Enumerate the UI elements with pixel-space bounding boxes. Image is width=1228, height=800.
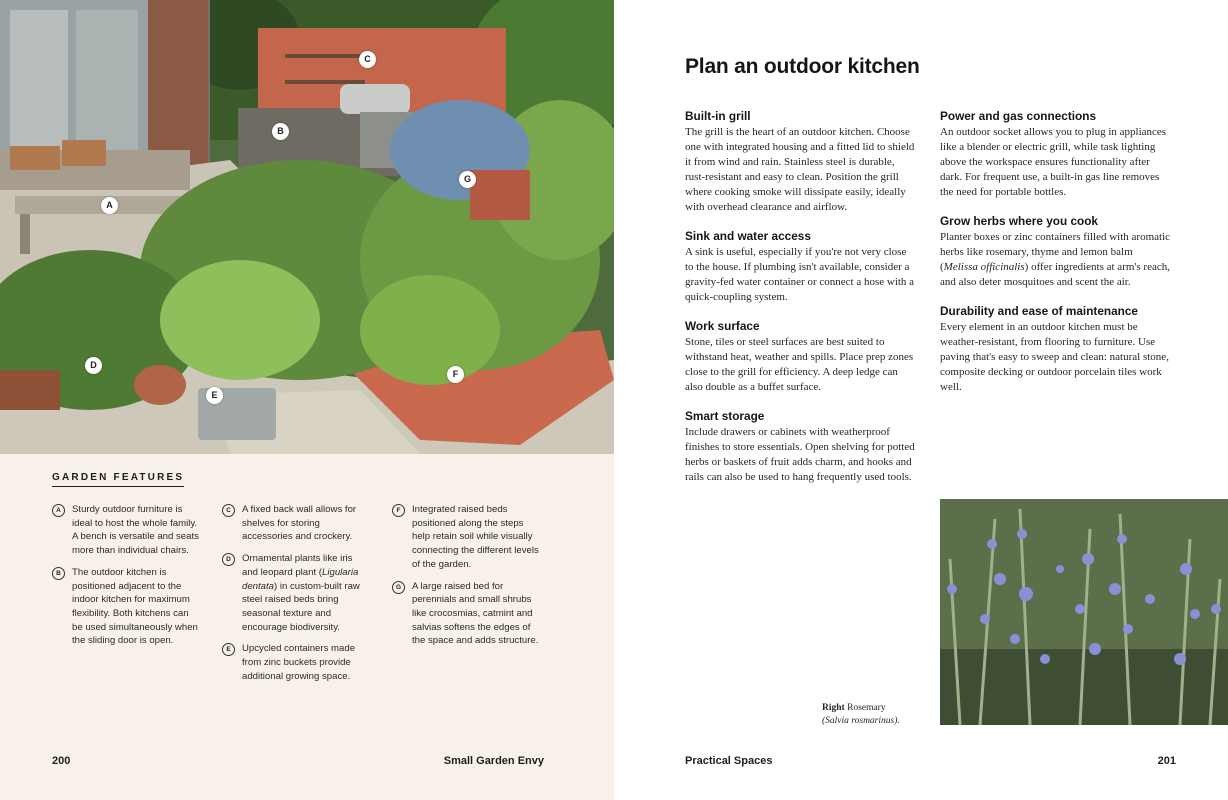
features-column-1 xyxy=(52,503,200,656)
section-heading: Durability and ease of maintenance xyxy=(940,304,1138,318)
photo-marker-f: F xyxy=(447,366,464,383)
feature-letter-badge: E xyxy=(222,643,235,656)
section-title-folio: Practical Spaces xyxy=(685,755,773,767)
feature-text: A fixed back wall allows for shelves for storing accessories and crockery. xyxy=(242,504,357,543)
feature-letter-badge: A xyxy=(52,504,65,517)
section-smart-storage xyxy=(685,408,917,485)
feature-c xyxy=(222,503,370,544)
feature-text: Ornamental plants like iris and leopard plant (Ligularia dentata) in custom-built raw steel raised beds bring seasonal texture and encourage biodiversity. xyxy=(242,553,360,633)
section-body: Include drawers or cabinets with weatherproof finishes to store essentials. Open shelving for potted herbs or baskets of fruit adds charm, and hooks and rails can also be used to hang frequently used tools. xyxy=(685,426,915,483)
features-column-2 xyxy=(222,503,370,691)
photo-marker-e: E xyxy=(206,387,223,404)
section-work-surface xyxy=(685,318,917,395)
feature-e xyxy=(222,642,370,683)
book-title-folio: Small Garden Envy xyxy=(443,755,544,767)
section-durability xyxy=(940,303,1172,395)
section-body: A sink is useful, especially if you're not very close to the house. If plumbing isn't available, consider a gravity-fed water container or connect a hose with a quick-coupling system. xyxy=(685,246,915,303)
page-number-right: 201 xyxy=(1157,755,1176,767)
section-sink-and-water xyxy=(685,228,917,305)
section-heading: Built-in grill xyxy=(685,109,751,123)
feature-text: A large raised bed for perennials and small shrubs like crocosmias, catmint and salvias softens the edges of the space and adds structure. xyxy=(412,580,539,647)
photo-marker-c: C xyxy=(359,51,376,68)
section-body: Every element in an outdoor kitchen must be weather-resistant, from flooring to furniture. Use paving that's easy to sweep and clean: natural stone, composite decking or outdoor porcelain tiles work well. xyxy=(940,321,1169,393)
rosemary-photo xyxy=(940,499,1228,725)
feature-text: Upcycled containers made from zinc buckets provide additional growing space. xyxy=(242,643,356,682)
feature-letter-badge: F xyxy=(392,504,405,517)
section-heading: Grow herbs where you cook xyxy=(940,214,1098,228)
section-body: An outdoor socket allows you to plug in appliances like a blender or electric grill, while task lighting above the workspace ensures functionality after dark. For frequent use, a built-in gas line removes the need for portable bottles. xyxy=(940,126,1167,198)
photo-marker-g: G xyxy=(459,171,476,188)
photo-caption: Right Rosemary (Salvia rosmarinus). xyxy=(822,703,900,726)
feature-letter-badge: G xyxy=(392,581,405,594)
page-number-left: 200 xyxy=(52,755,71,767)
text-column-left xyxy=(685,108,917,498)
section-power-and-gas xyxy=(940,108,1172,200)
photo-marker-a: A xyxy=(101,197,118,214)
text-column-right xyxy=(940,108,1172,408)
garden-photo xyxy=(0,0,614,454)
section-heading: Sink and water access xyxy=(685,229,811,243)
section-body: The grill is the heart of an outdoor kitchen. Choose one with integrated housing and a fitted lid to shield it from wind and rain. Stainless steel is durable, rust-resistant and easy to clean. Position the grill where cooking smoke will dissipate easily, ideally with overhead clearance and airflow. xyxy=(685,126,915,213)
section-heading: Smart storage xyxy=(685,409,765,423)
feature-g xyxy=(392,580,540,649)
right-page xyxy=(614,0,1228,800)
page-title: Plan an outdoor kitchen xyxy=(685,55,920,78)
feature-d xyxy=(222,552,370,634)
feature-text: The outdoor kitchen is positioned adjacent to the indoor kitchen for maximum flexibility. Both kitchens can be used simultaneously when the sliding door is open. xyxy=(72,566,198,647)
feature-text: Integrated raised beds positioned along the steps help retain soil while visually connecting the different levels of the garden. xyxy=(412,504,539,570)
section-body: Planter boxes or zinc containers filled with aromatic herbs like rosemary, thyme and lemon balm (Melissa officinalis) offer ingredients at arm's reach, and also deter mosquitoes and scent the air. xyxy=(940,231,1171,288)
section-grow-herbs xyxy=(940,213,1172,290)
feature-f xyxy=(392,503,540,572)
features-column-3 xyxy=(392,503,540,656)
garden-features-title: GARDEN FEATURES xyxy=(52,472,184,487)
photo-marker-b: B xyxy=(272,123,289,140)
section-heading: Power and gas connections xyxy=(940,109,1097,123)
feature-a xyxy=(52,503,200,558)
feature-letter-badge: C xyxy=(222,504,235,517)
section-heading: Work surface xyxy=(685,319,760,333)
feature-text: Sturdy outdoor furniture is ideal to host the whole family. A bench is versatile and seats more than individual chairs. xyxy=(72,504,199,557)
photo-marker-d: D xyxy=(85,357,102,374)
section-built-in-grill xyxy=(685,108,917,215)
section-body: Stone, tiles or steel surfaces are best suited to withstand heat, weather and spills. Place prep zones close to the grill for efficiency. A deep ledge can also double as a buffet surface. xyxy=(685,336,914,393)
feature-letter-badge: D xyxy=(222,553,235,566)
feature-b xyxy=(52,566,200,648)
feature-letter-badge: B xyxy=(52,567,65,580)
